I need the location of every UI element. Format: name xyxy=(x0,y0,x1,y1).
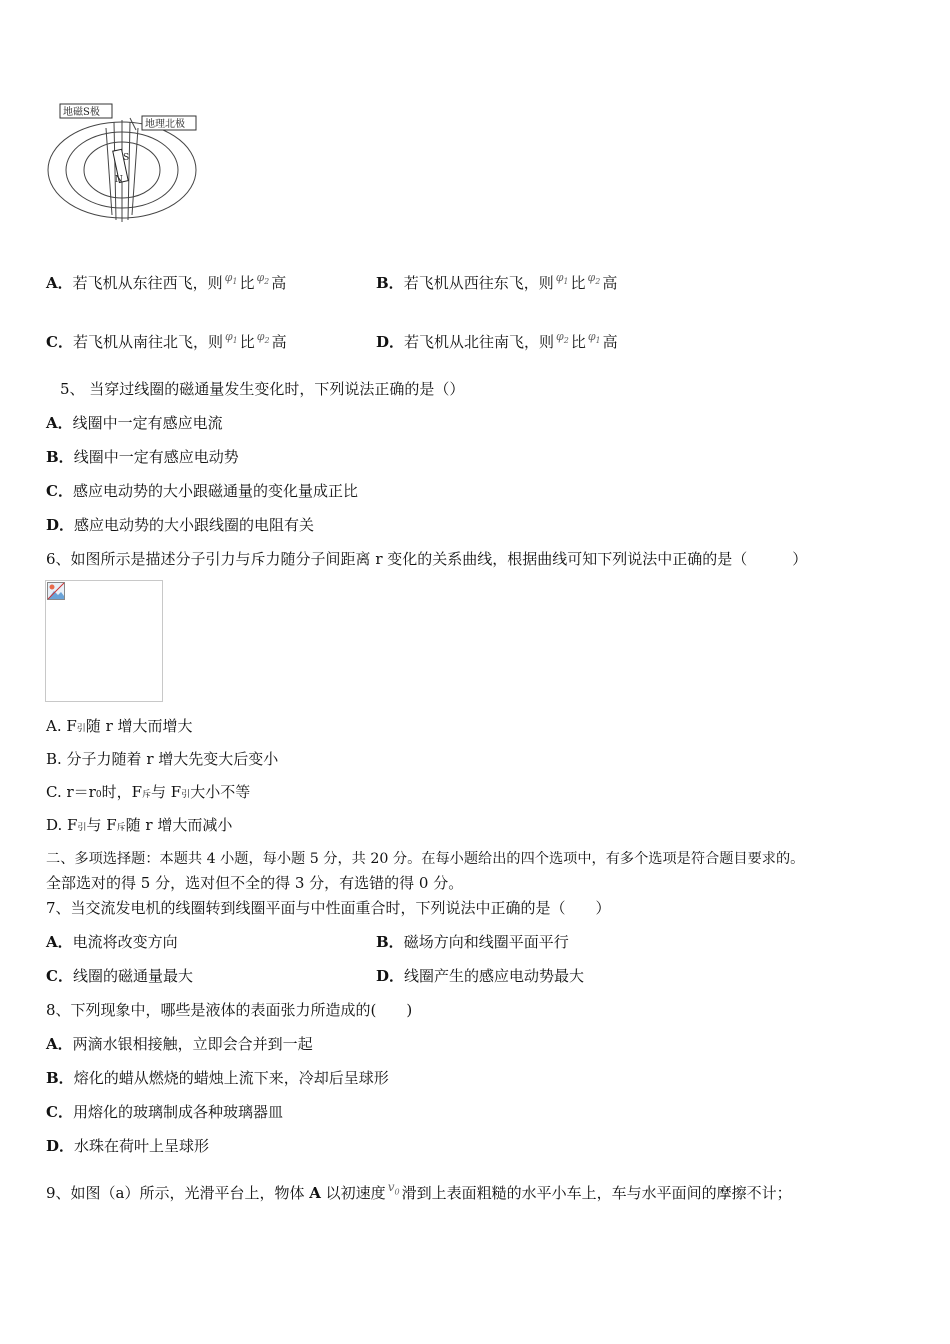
label-geographic-north: 地理北极 xyxy=(145,119,185,130)
q4-option-b[interactable]: B．若飞机从西往东飞，则 $^{\varphi_1}$ 比 $^{\varphi_2}$ 高 xyxy=(376,271,618,292)
q4-option-c[interactable]: C．若飞机从南往北飞，则 $^{\varphi_1}$ 比 $^{\varphi_2}$ 高 xyxy=(46,330,287,351)
q4-option-d[interactable]: D．若飞机从北往南飞，则 $^{\varphi_2}$ 比 $^{\varphi_1}$ 高 xyxy=(376,330,618,351)
q4-option-a[interactable]: A．若飞机从东往西飞，则 $^{\varphi_1}$ 比 $^{\varphi_2}$ 高 xyxy=(46,271,287,292)
section2-heading-line2: 全部选对的得 5 分，选对但不全的得 3 分，有选错的得 0 分。 xyxy=(46,874,464,892)
q8-option-c[interactable]: C．用熔化的玻璃制成各种玻璃器皿 xyxy=(46,1103,283,1121)
q8-stem: 8、下列现象中，哪些是液体的表面张力所造成的( ) xyxy=(46,1001,413,1019)
q6-option-b[interactable]: B. 分子力随着 r 增大先变大后变小 xyxy=(46,750,279,768)
q5-stem: 5、 当穿过线圈的磁通量发生变化时，下列说法正确的是（） xyxy=(60,380,465,398)
q7-option-d[interactable]: D．线圈产生的感应电动势最大 xyxy=(376,967,585,985)
section2-heading-line1: 二、多项选择题：本题共 4 小题，每小题 5 分，共 20 分。在每小题给出的四个选项中，有多个选项是符合题目要求的。 xyxy=(46,851,805,867)
q9-stem: 9、如图（a）所示，光滑平台上，物体 A 以初速度 $^{v_0}$ 滑到上表面粗糙的水平小车上，车与水平面间的摩擦不计； xyxy=(46,1180,792,1202)
q8-option-a[interactable]: A．两滴水银相接触，立即会合并到一起 xyxy=(46,1035,313,1053)
q5-option-a[interactable]: A．线圈中一定有感应电流 xyxy=(46,414,223,432)
magnet-n-label: N xyxy=(115,175,123,185)
magnet-s-label: S xyxy=(123,153,130,163)
label-geomagnetic-s-pole: 地磁S极 xyxy=(63,107,100,118)
q6-option-a[interactable]: A. F引随 r 增大而增大 xyxy=(46,717,193,735)
q7-stem: 7、当交流发电机的线圈转到线圈平面与中性面重合时，下列说法中正确的是（ ） xyxy=(46,899,611,917)
q7-option-a[interactable]: A．电流将改变方向 xyxy=(46,933,178,951)
q7-option-c[interactable]: C．线圈的磁通量最大 xyxy=(46,967,193,985)
q5-option-b[interactable]: B．线圈中一定有感应电动势 xyxy=(46,448,239,466)
q7-option-b[interactable]: B．磁场方向和线圈平面平行 xyxy=(376,933,569,951)
broken-image-placeholder xyxy=(45,580,163,702)
q8-option-b[interactable]: B．熔化的蜡从燃烧的蜡烛上流下来，冷却后呈球形 xyxy=(46,1069,389,1087)
broken-image-icon xyxy=(47,582,65,600)
q6-stem: 6、如图所示是描述分子引力与斥力随分子间距离 r 变化的关系曲线，根据曲线可知下列说法中正确的是（ ） xyxy=(46,550,808,568)
earth-magnetic-field-figure xyxy=(44,100,204,225)
q6-option-d[interactable]: D. F引与 F斥随 r 增大而减小 xyxy=(46,816,233,834)
q8-option-d[interactable]: D．水珠在荷叶上呈球形 xyxy=(46,1137,210,1155)
q5-option-c[interactable]: C．感应电动势的大小跟磁通量的变化量成正比 xyxy=(46,482,358,500)
q5-option-d[interactable]: D．感应电动势的大小跟线圈的电阻有关 xyxy=(46,516,315,534)
q6-option-c[interactable]: C. r＝r0时，F斥与 F引大小不等 xyxy=(46,783,251,801)
